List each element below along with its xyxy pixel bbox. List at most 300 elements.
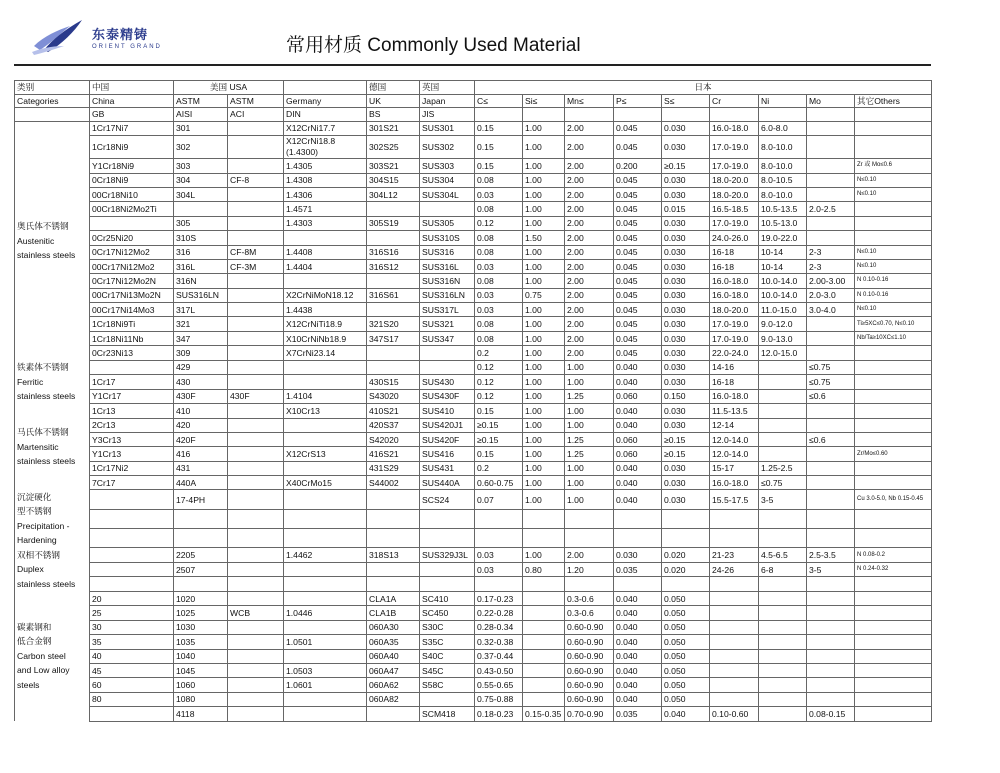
table-cell: 0.150	[662, 389, 710, 404]
table-cell: SUS301	[420, 121, 475, 135]
table-row	[15, 389, 932, 404]
table-cell: Y1Cr17	[90, 389, 174, 404]
table-cell	[284, 529, 367, 548]
table-cell: 0.030	[662, 259, 710, 273]
table-cell: 0.2	[475, 346, 523, 360]
table-cell	[855, 231, 932, 245]
table-cell: 2205	[174, 548, 228, 563]
table-cell	[523, 529, 565, 548]
table-cell: 1.00	[565, 476, 614, 490]
table-cell: 1.4438	[284, 303, 367, 317]
table-cell: 21-23	[710, 548, 759, 563]
table-cell: 1030	[174, 620, 228, 634]
table-cell	[759, 375, 807, 390]
table-cell: 16.0-18.0	[710, 389, 759, 404]
table-cell: 0Cr25Ni20	[90, 231, 174, 245]
table-cell: 10.5-13.5	[759, 202, 807, 216]
table-cell: N 0.08-0.2	[855, 548, 932, 563]
category-label-line: 低合金钢	[17, 636, 52, 647]
table-cell: N≤0.10	[855, 245, 932, 259]
table-cell: 347	[174, 331, 228, 345]
table-cell: 0.60-0.90	[565, 620, 614, 634]
table-cell	[174, 202, 228, 216]
table-cell: SUS431	[420, 461, 475, 475]
table-cell	[710, 635, 759, 649]
table-cell: 0.045	[614, 202, 662, 216]
table-cell: 2.00-3.00	[807, 274, 855, 288]
header-cell	[662, 108, 710, 122]
table-cell: 0.60-0.75	[475, 476, 523, 490]
table-cell	[759, 404, 807, 418]
table-cell	[228, 360, 284, 375]
table-row	[15, 577, 932, 592]
table-cell: 40	[90, 649, 174, 663]
table-cell	[228, 375, 284, 390]
table-cell: 8.0-10.0	[759, 187, 807, 201]
table-row	[15, 346, 932, 360]
table-cell: 17-4PH	[174, 490, 228, 509]
table-cell	[807, 490, 855, 509]
table-cell: SUS347	[420, 331, 475, 345]
table-cell	[855, 461, 932, 475]
category-label-line: Austenitic	[17, 235, 55, 246]
table-cell	[710, 591, 759, 605]
header-cell: Cr	[710, 94, 759, 108]
table-cell	[710, 663, 759, 677]
table-cell	[807, 404, 855, 418]
table-cell	[90, 707, 174, 721]
table-cell	[759, 692, 807, 706]
table-cell	[90, 360, 174, 375]
table-cell: S42020	[367, 432, 420, 446]
table-cell: Zr/Mo≤0.60	[855, 447, 932, 461]
table-cell	[855, 663, 932, 677]
table-cell: 0.045	[614, 216, 662, 230]
table-cell: 0.08	[475, 245, 523, 259]
table-cell: 1.00	[523, 476, 565, 490]
table-cell: 1Cr17Ni2	[90, 461, 174, 475]
table-cell: 1080	[174, 692, 228, 706]
table-cell	[565, 529, 614, 548]
table-cell: S58C	[420, 678, 475, 692]
table-cell: 0.60-0.90	[565, 692, 614, 706]
table-cell: 060A40	[367, 649, 420, 663]
table-cell	[174, 529, 228, 548]
table-cell: 8.0-10.0	[759, 136, 807, 159]
table-cell: 1040	[174, 649, 228, 663]
table-cell: 3-5	[759, 490, 807, 509]
table-cell	[759, 447, 807, 461]
category-cell-carbon	[15, 591, 90, 721]
table-cell	[807, 529, 855, 548]
table-cell: 0.030	[662, 331, 710, 345]
table-row	[15, 173, 932, 187]
table-cell	[614, 529, 662, 548]
table-cell: 0.03	[475, 548, 523, 563]
table-cell	[855, 216, 932, 230]
table-cell	[367, 562, 420, 577]
category-label-line: Precipitation -	[17, 520, 70, 531]
header-cell: Si≤	[523, 94, 565, 108]
category-cell-ferritic	[15, 360, 90, 404]
table-cell: 2.00	[565, 173, 614, 187]
table-cell: 0.60-0.90	[565, 635, 614, 649]
category-label	[17, 219, 87, 263]
table-cell	[807, 418, 855, 432]
table-cell	[807, 591, 855, 605]
table-cell	[662, 509, 710, 528]
table-cell	[228, 692, 284, 706]
table-cell: 430F	[174, 389, 228, 404]
table-cell: SC450	[420, 606, 475, 620]
table-cell: 1.25	[565, 389, 614, 404]
table-cell: 0.040	[614, 678, 662, 692]
table-cell: 0.030	[662, 418, 710, 432]
table-cell: 2.00	[565, 245, 614, 259]
table-cell: 2.00	[565, 548, 614, 563]
table-row	[15, 490, 932, 509]
category-label-line: steels	[17, 679, 40, 690]
table-cell: 00Cr17Ni12Mo2	[90, 259, 174, 273]
table-cell	[807, 461, 855, 475]
brand-name-en: ORIENT GRAND	[92, 44, 162, 50]
table-cell	[614, 577, 662, 592]
table-cell: 0.15	[475, 447, 523, 461]
table-cell	[710, 620, 759, 634]
table-cell	[855, 202, 932, 216]
table-cell: 6.0-8.0	[759, 121, 807, 135]
table-cell: 1.00	[523, 490, 565, 509]
table-cell	[174, 577, 228, 592]
table-cell: 0.15	[475, 121, 523, 135]
table-cell: 0.040	[614, 649, 662, 663]
table-cell: 301S21	[367, 121, 420, 135]
table-cell: 16-18	[710, 245, 759, 259]
table-cell: 0.03	[475, 259, 523, 273]
table-cell: 305	[174, 216, 228, 230]
table-row	[15, 288, 932, 302]
table-cell: 0.040	[662, 707, 710, 721]
table-cell	[614, 509, 662, 528]
table-cell	[228, 577, 284, 592]
table-cell: 0.040	[614, 692, 662, 706]
table-cell	[420, 529, 475, 548]
table-cell: 2.00	[565, 259, 614, 273]
category-label-line: 双相不锈钢	[17, 549, 60, 560]
table-cell	[523, 649, 565, 663]
table-cell: 0.020	[662, 548, 710, 563]
table-cell: 0.040	[614, 591, 662, 605]
table-cell: SUS316	[420, 245, 475, 259]
category-label-line: 马氏体不锈钢	[17, 427, 69, 438]
header-cell: 德国	[367, 81, 420, 95]
table-cell	[855, 678, 932, 692]
table-cell	[367, 577, 420, 592]
table-cell	[228, 202, 284, 216]
table-cell: 431S29	[367, 461, 420, 475]
table-cell: 17.0-19.0	[710, 216, 759, 230]
table-cell: 316S12	[367, 259, 420, 273]
table-cell: 1045	[174, 663, 228, 677]
table-cell: 1.00	[523, 274, 565, 288]
table-cell: 2.00	[565, 159, 614, 173]
table-cell	[228, 476, 284, 490]
table-cell: 0.045	[614, 331, 662, 345]
table-cell: Zr 或 Mo≤0.6	[855, 159, 932, 173]
table-cell	[420, 692, 475, 706]
table-cell	[228, 121, 284, 135]
table-cell	[284, 375, 367, 390]
table-cell: 0.040	[614, 663, 662, 677]
table-cell: 1.00	[523, 202, 565, 216]
table-cell	[420, 577, 475, 592]
table-cell: 12.0-14.0	[710, 432, 759, 446]
table-cell	[228, 490, 284, 509]
table-cell: 0.55-0.65	[475, 678, 523, 692]
table-cell: N≤0.10	[855, 259, 932, 273]
table-cell: 1Cr17	[90, 375, 174, 390]
table-cell	[807, 173, 855, 187]
table-cell: 11.5-13.5	[710, 404, 759, 418]
table-row	[15, 635, 932, 649]
table-cell	[759, 707, 807, 721]
table-cell: 1.00	[565, 404, 614, 418]
table-cell: 1.00	[523, 461, 565, 475]
table-cell	[807, 447, 855, 461]
table-cell	[367, 231, 420, 245]
table-cell	[367, 529, 420, 548]
table-cell: 0.75-0.88	[475, 692, 523, 706]
table-cell: 0.030	[662, 245, 710, 259]
table-row	[15, 231, 932, 245]
table-cell: 19.0-22.0	[759, 231, 807, 245]
table-cell: 0.030	[662, 375, 710, 390]
table-row	[15, 447, 932, 461]
material-table-body	[15, 81, 932, 722]
table-cell: 0.10-0.60	[710, 707, 759, 721]
table-cell: 1.4408	[284, 245, 367, 259]
table-cell	[90, 548, 174, 563]
table-cell: SUS304L	[420, 187, 475, 201]
table-cell: CLA1A	[367, 591, 420, 605]
table-cell: 10-14	[759, 259, 807, 273]
table-cell: 1.25-2.5	[759, 461, 807, 475]
table-cell: 0.12	[475, 360, 523, 375]
table-cell: 304L	[174, 187, 228, 201]
table-cell: 316S61	[367, 288, 420, 302]
table-cell: 0.060	[614, 389, 662, 404]
table-cell: 0.035	[614, 707, 662, 721]
category-label-line: stainless steels	[17, 250, 76, 261]
header-cell: Japan	[420, 94, 475, 108]
table-cell: 1Cr18Ni9	[90, 136, 174, 159]
table-cell	[807, 692, 855, 706]
table-cell: 316N	[174, 274, 228, 288]
table-cell: 0.050	[662, 635, 710, 649]
table-cell: 1.00	[565, 461, 614, 475]
category-label-line: 沉淀硬化	[17, 491, 52, 502]
category-label-line: Martensitic	[17, 441, 59, 452]
table-cell: X12CrS13	[284, 447, 367, 461]
table-cell	[90, 216, 174, 230]
table-cell	[807, 346, 855, 360]
table-cell: 0.040	[614, 404, 662, 418]
table-cell	[710, 509, 759, 528]
table-cell: SUS304	[420, 173, 475, 187]
table-cell: 1.4303	[284, 216, 367, 230]
table-cell: X10CrNiNb18.9	[284, 331, 367, 345]
table-cell: 0Cr17Ni12Mo2N	[90, 274, 174, 288]
table-row	[15, 159, 932, 173]
table-cell: 1.00	[565, 375, 614, 390]
table-cell	[523, 606, 565, 620]
header-cell	[807, 108, 855, 122]
table-cell: CF-3M	[228, 259, 284, 273]
table-cell: 430S15	[367, 375, 420, 390]
table-cell: Y3Cr13	[90, 432, 174, 446]
table-cell: SCM418	[420, 707, 475, 721]
table-cell: 0.040	[614, 635, 662, 649]
table-cell: X2CrNiMoN18.12	[284, 288, 367, 302]
table-cell	[367, 490, 420, 509]
table-cell	[284, 432, 367, 446]
table-cell: S45C	[420, 663, 475, 677]
table-cell: 440A	[174, 476, 228, 490]
table-cell: 0.050	[662, 692, 710, 706]
table-cell	[228, 635, 284, 649]
header-row	[15, 94, 932, 108]
header-cell: 类别	[15, 81, 90, 95]
table-cell: SUS302	[420, 136, 475, 159]
table-cell	[228, 231, 284, 245]
header-cell: Ni	[759, 94, 807, 108]
table-cell: 1.00	[523, 216, 565, 230]
table-cell: CF-8	[228, 173, 284, 187]
table-cell: 18.0-20.0	[710, 187, 759, 201]
table-cell: 16.0-18.0	[710, 274, 759, 288]
table-cell	[228, 663, 284, 677]
table-cell: 0.030	[662, 288, 710, 302]
table-cell: 20	[90, 591, 174, 605]
table-cell	[228, 404, 284, 418]
table-cell: CLA1B	[367, 606, 420, 620]
table-cell: 2.0-3.0	[807, 288, 855, 302]
table-cell	[90, 529, 174, 548]
table-cell: 1.00	[523, 121, 565, 135]
table-cell: 0.32-0.38	[475, 635, 523, 649]
table-cell	[523, 635, 565, 649]
table-cell	[759, 577, 807, 592]
header-cell: GB	[90, 108, 174, 122]
table-cell: 16.0-18.0	[710, 121, 759, 135]
table-cell: 14-16	[710, 360, 759, 375]
category-label-line: Ferritic	[17, 376, 44, 387]
table-cell: 0.15-0.35	[523, 707, 565, 721]
table-cell: 429	[174, 360, 228, 375]
table-cell: 12-14	[710, 418, 759, 432]
table-cell: 2.00	[565, 346, 614, 360]
brand-name-cn: 东泰精铸	[92, 27, 149, 42]
header-cell: BS	[367, 108, 420, 122]
table-cell: 1.00	[523, 404, 565, 418]
header-cell: Mo	[807, 94, 855, 108]
table-cell: 1.25	[565, 432, 614, 446]
table-cell: 0.60-0.90	[565, 678, 614, 692]
table-cell: 1.00	[523, 173, 565, 187]
table-cell	[475, 529, 523, 548]
table-cell	[855, 346, 932, 360]
table-cell	[855, 418, 932, 432]
table-cell: 9.0-13.0	[759, 331, 807, 345]
table-cell	[228, 303, 284, 317]
table-cell: SUS416	[420, 447, 475, 461]
table-cell	[807, 620, 855, 634]
table-cell: 00Cr17Ni14Mo3	[90, 303, 174, 317]
table-cell: 60	[90, 678, 174, 692]
table-cell	[228, 331, 284, 345]
table-cell: N 0.10-0.16	[855, 288, 932, 302]
table-cell: 1.00	[523, 136, 565, 159]
table-cell: 8.0-10.5	[759, 173, 807, 187]
table-cell: 0.035	[614, 562, 662, 577]
table-cell: X40CrMo15	[284, 476, 367, 490]
table-cell: X10Cr13	[284, 404, 367, 418]
table-cell: 0.15	[475, 136, 523, 159]
table-cell: 0.43-0.50	[475, 663, 523, 677]
table-cell: X12CrNi17.7	[284, 121, 367, 135]
header-cell: Mn≤	[565, 94, 614, 108]
table-cell	[523, 620, 565, 634]
table-cell: 1.00	[523, 432, 565, 446]
table-cell: SUS317L	[420, 303, 475, 317]
table-cell: 0Cr23Ni13	[90, 346, 174, 360]
table-cell: 0.045	[614, 231, 662, 245]
table-cell: 302S25	[367, 136, 420, 159]
header-cell: China	[90, 94, 174, 108]
header-cell	[565, 108, 614, 122]
table-row	[15, 432, 932, 446]
table-cell: 0.60-0.90	[565, 649, 614, 663]
table-cell	[367, 360, 420, 375]
table-cell: 0.030	[662, 216, 710, 230]
table-cell: 316	[174, 245, 228, 259]
table-cell: 1.00	[523, 331, 565, 345]
table-cell: 0.12	[475, 216, 523, 230]
table-cell: SUS430F	[420, 389, 475, 404]
header-cell: 英国	[420, 81, 475, 95]
header-cell: DIN	[284, 108, 367, 122]
table-cell: ≥0.15	[662, 159, 710, 173]
table-cell: 1Cr18Ni11Nb	[90, 331, 174, 345]
table-cell: 310S	[174, 231, 228, 245]
table-cell: 1.00	[523, 259, 565, 273]
table-cell: 318S13	[367, 548, 420, 563]
table-cell: 0Cr17Ni12Mo2	[90, 245, 174, 259]
table-cell: Y1Cr13	[90, 447, 174, 461]
table-cell: 317L	[174, 303, 228, 317]
table-cell: 1.4571	[284, 202, 367, 216]
header-cell: P≤	[614, 94, 662, 108]
table-cell: 0.030	[614, 548, 662, 563]
table-row	[15, 591, 932, 605]
table-cell: 1.20	[565, 562, 614, 577]
table-cell: 416	[174, 447, 228, 461]
table-cell: 16-18	[710, 375, 759, 390]
table-cell: 0.12	[475, 389, 523, 404]
table-cell: 316L	[174, 259, 228, 273]
table-cell	[228, 649, 284, 663]
category-label-line: 碳素钢和	[17, 621, 52, 632]
